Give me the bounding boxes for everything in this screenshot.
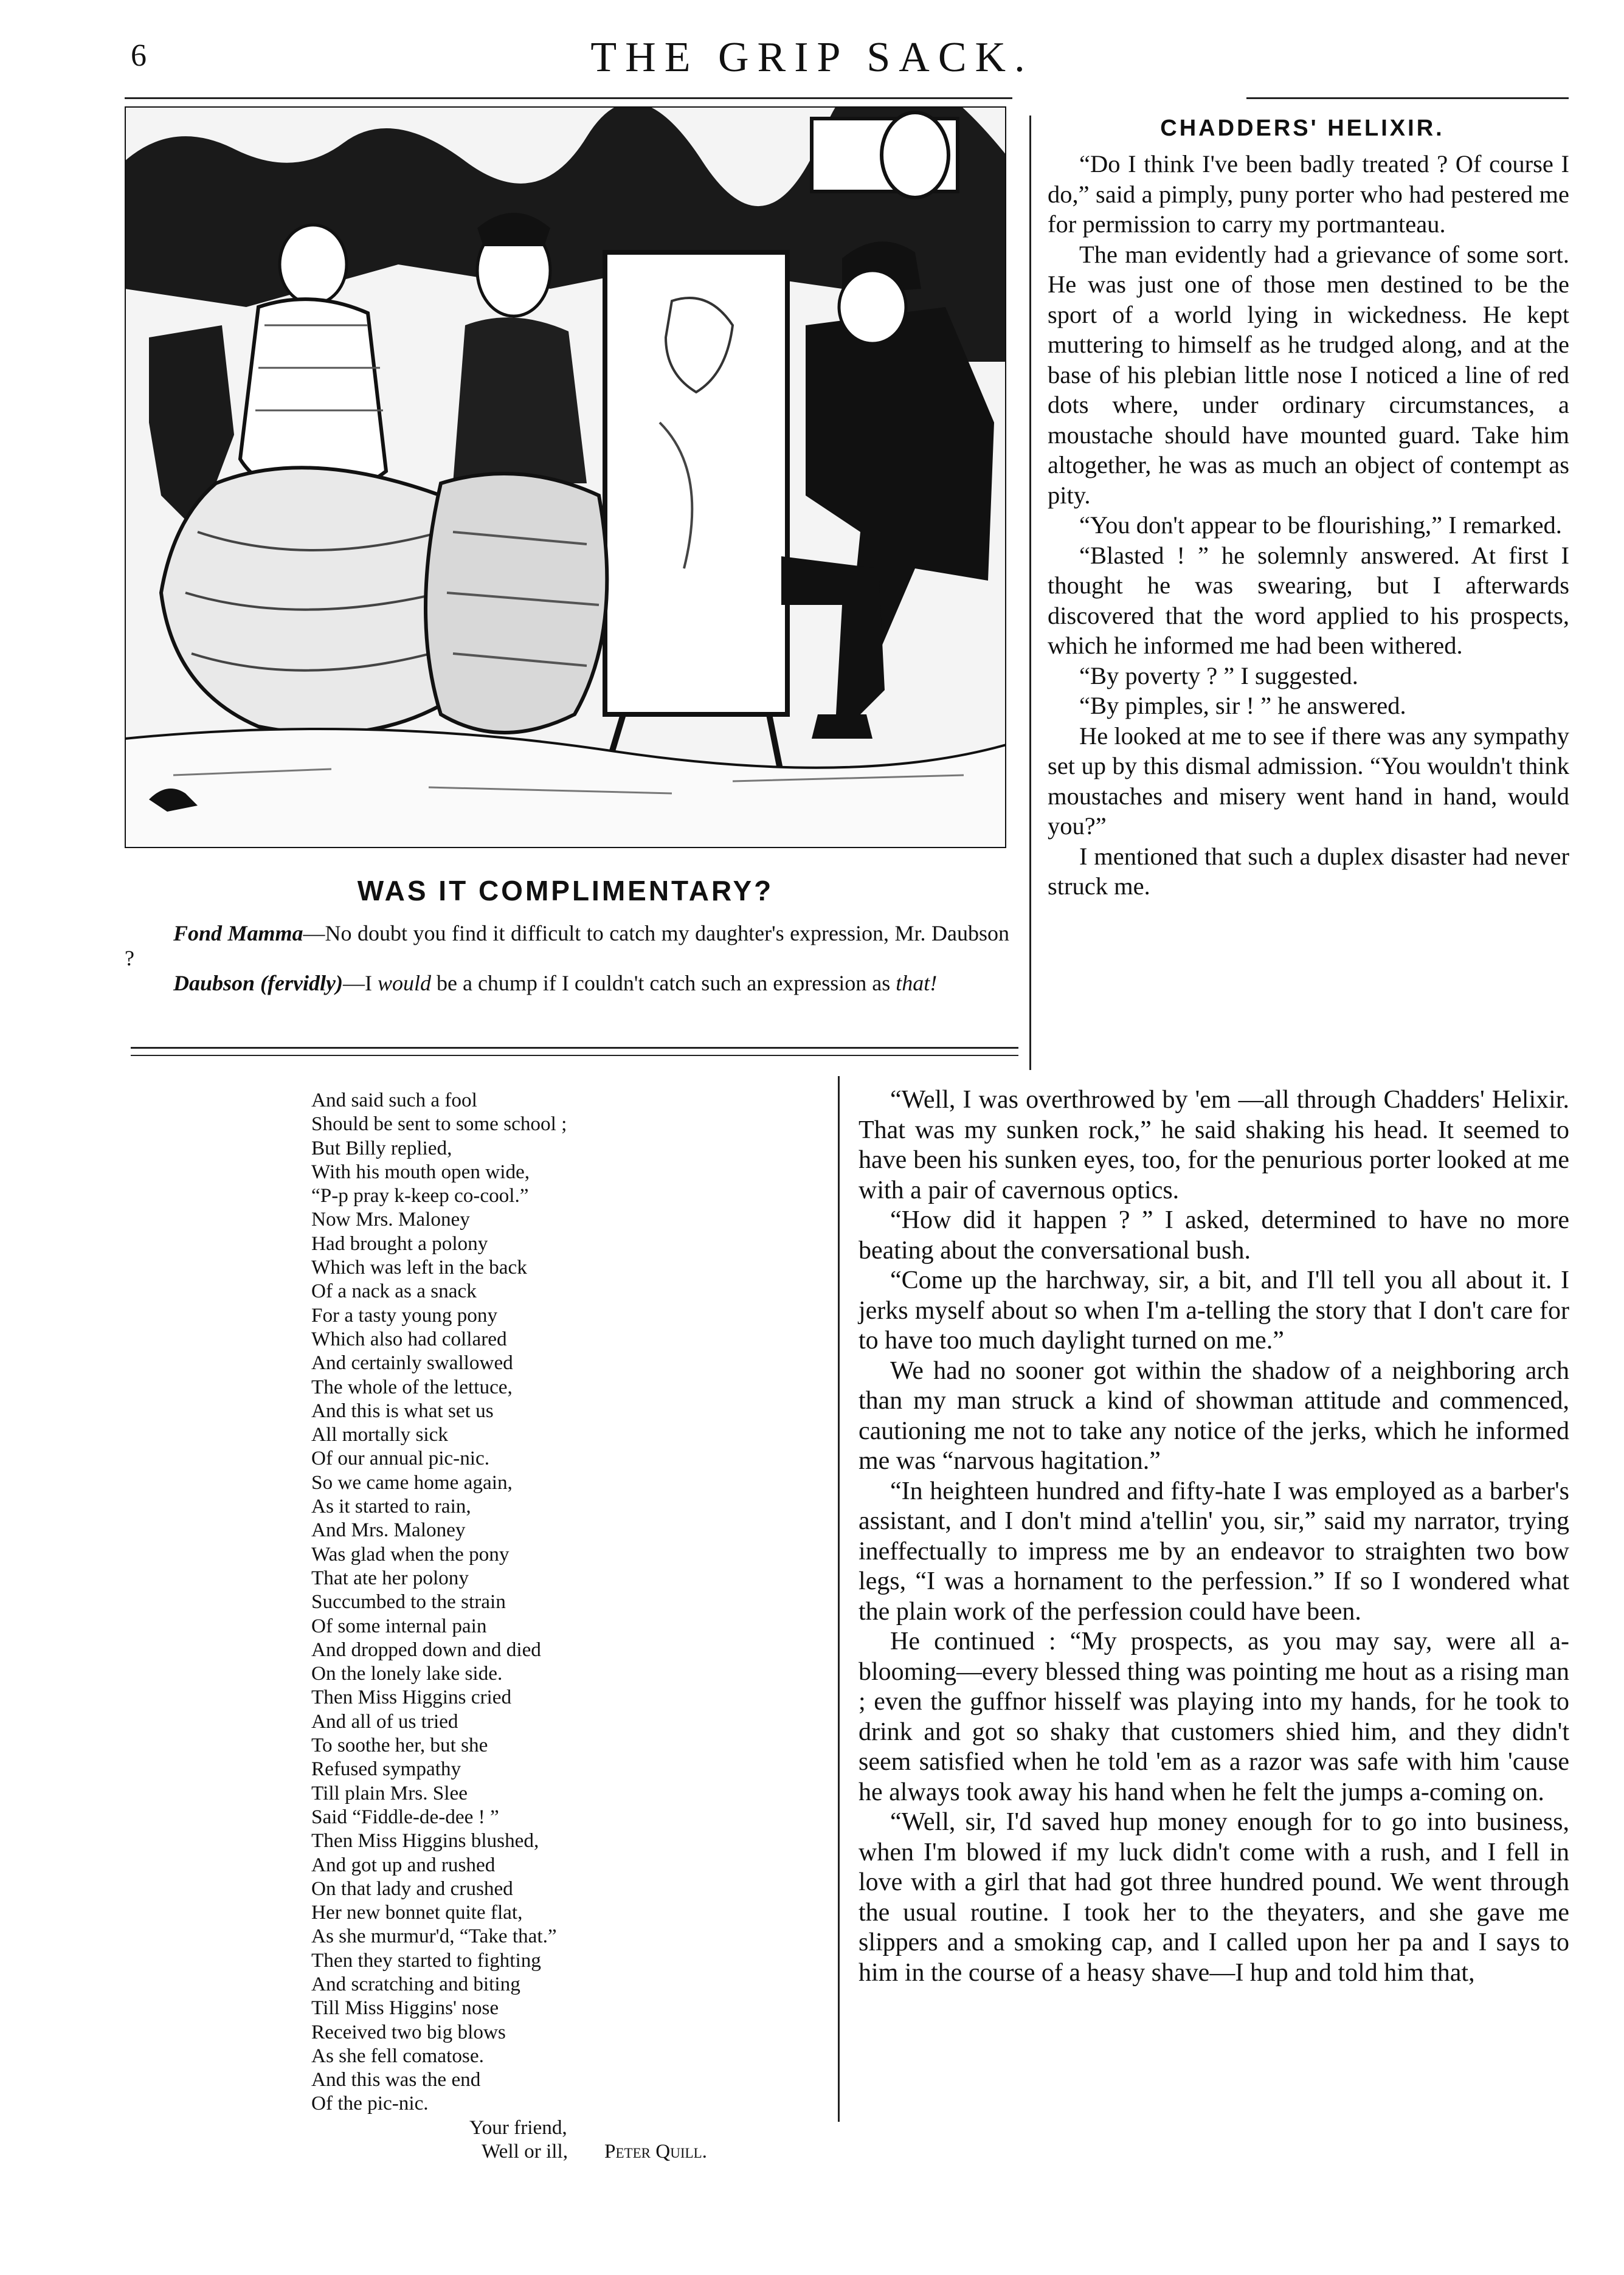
poem-line: Now Mrs. Maloney xyxy=(311,1208,470,1231)
cartoon-caption xyxy=(125,921,1009,996)
poem-line: Then they started to fighting xyxy=(311,1949,541,1972)
poem-line: Till plain Mrs. Slee xyxy=(311,1781,468,1804)
speaker-name: Daubson (fervidly) xyxy=(173,971,343,995)
poem-line: Which also had collared xyxy=(311,1327,507,1350)
poem xyxy=(311,1088,810,2163)
poem-line: And certainly swallowed xyxy=(311,1352,513,1375)
caption-line-2 xyxy=(125,971,1009,996)
poem-line: Of some internal pain xyxy=(311,1614,487,1637)
poem-line: As it started to rain, xyxy=(311,1495,471,1518)
publication-title: THE GRIP SACK. xyxy=(590,34,1034,81)
poem-line: And all of us tried xyxy=(311,1710,458,1733)
poem-line: And scratching and biting xyxy=(311,1972,520,1995)
header-rule-right xyxy=(1246,97,1569,99)
caption-emphasis-end: that! xyxy=(896,971,938,995)
header-rule xyxy=(125,97,1012,99)
poem-line: The whole of the lettuce, xyxy=(311,1375,513,1398)
cartoon-title: WAS IT COMPLIMENTARY? xyxy=(357,875,774,906)
poem-line: Received two big blows xyxy=(311,2020,506,2043)
poem-line: And Mrs. Maloney xyxy=(311,1519,466,1542)
poem-closing-2: Well or ill, xyxy=(482,2140,568,2163)
poem-line: For a tasty young pony xyxy=(311,1303,498,1327)
poem-line: And said such a fool xyxy=(311,1089,477,1111)
caption-line-1 xyxy=(125,921,1009,971)
poem-line: Said “Fiddle-de-dee ! ” xyxy=(311,1805,499,1828)
story-paragraph: “By pimples, sir ! ” he answered. xyxy=(1079,692,1406,719)
poem-line: And this is what set us xyxy=(311,1399,494,1422)
poem-line: “P-p pray k-keep co-cool.” xyxy=(311,1184,529,1207)
poem-line: Which was left in the back xyxy=(311,1256,527,1279)
poem-line: As she fell comatose. xyxy=(311,2044,484,2067)
poem-line: All mortally sick xyxy=(311,1423,448,1446)
story-paragraph: “Well, I was overthrowed by 'em —all through Chadders' Helixir. That was my sunken rock,” he said shaking his head. It seemed to have been his sunken eyes, too, for the penurious porter looked at me with a pair of cavernous optics. xyxy=(859,1086,1569,1204)
poem-lines xyxy=(311,1088,810,2116)
poem-line: And got up and rushed xyxy=(311,1853,496,1876)
story-title: CHADDERS' HELIXIR. xyxy=(1160,116,1445,141)
poem-line: So we came home again, xyxy=(311,1471,513,1494)
story-paragraph: “Do I think I've been badly treated ? Of course I do,” said a pimply, puny porter who had pestered me for permission to carry my portmanteau. xyxy=(1048,150,1569,238)
story-paragraph: He continued : “My prospects, as you may say, were all a-blooming—every blessed thing was pointing me hout as a rising man ; even the guffnor hisself was playing into my hands, for he took to drink and got so shaky that customers shied him, and they didn't seem satisfied when he told 'em as a razor was safe with him 'cause he always took away his hand when he felt the jumps a-coming on. xyxy=(859,1628,1569,1806)
poem-line: Of a nack as a snack xyxy=(311,1280,477,1303)
poem-line: As she murmur'd, “Take that.” xyxy=(311,1925,557,1948)
caption-rule xyxy=(131,1047,1018,1049)
story-paragraph: I mentioned that such a duplex disaster had never struck me. xyxy=(1048,842,1569,900)
poem-line: But Billy replied, xyxy=(311,1136,452,1159)
story-paragraph: “Come up the harchway, sir, a bit, and I'll tell you all about it. I jerks myself about so when I'm a-telling the story that I don't care for to have too much daylight turned on me.” xyxy=(859,1266,1569,1355)
cartoon-illustration xyxy=(125,106,1006,848)
caption-rule-2 xyxy=(131,1055,1018,1056)
poem-line: That ate her polony xyxy=(311,1566,469,1589)
poem-line: And dropped down and died xyxy=(311,1638,541,1661)
story-paragraph: He looked at me to see if there was any sympathy set up by this dismal admission. “You wouldn't think moustaches and misery went hand in hand, would you?” xyxy=(1048,722,1569,840)
caption-text: be a chump if I couldn't catch such an expression as xyxy=(430,971,896,995)
story-continuation-column xyxy=(859,1085,1569,1988)
story-column xyxy=(1048,149,1569,902)
poem-closing: Your friend, xyxy=(469,2116,567,2139)
speaker-name: Fond Mamma xyxy=(173,921,303,945)
column-rule-upper xyxy=(1029,116,1031,1070)
story-paragraph: “In heighteen hundred and fifty-hate I was employed as a barber's assistant, and I don't mind a'tellin' you, sir,” said my narrator, trying ineffectually to impress me by an endeavor to straighten two bow legs, “I was a hornament to the perfession.” If so I wondered what the plain work of the perfession could have been. xyxy=(859,1477,1569,1626)
story-paragraph: “By poverty ? ” I suggested. xyxy=(1079,661,1358,689)
poem-line: Of the pic-nic. xyxy=(311,2092,429,2115)
page-number: 6 xyxy=(131,38,147,73)
caption-emphasis: would xyxy=(377,971,431,995)
poem-line: With his mouth open wide, xyxy=(311,1160,530,1183)
poem-line: Refused sympathy xyxy=(311,1758,461,1781)
engraving-image xyxy=(125,106,1006,848)
poem-signature xyxy=(311,2139,810,2163)
poem-line: Should be sent to some school ; xyxy=(311,1113,567,1136)
poem-line: On the lonely lake side. xyxy=(311,1662,503,1685)
poem-author: Peter Quill. xyxy=(604,2140,707,2163)
poem-line: And this was the end xyxy=(311,2068,481,2091)
poem-line: Then Miss Higgins cried xyxy=(311,1686,512,1709)
story-paragraph: “Well, sir, I'd saved hup money enough for to go into business, when I'm blowed if my luck didn't come with a rush, and I fell in love with a girl that had got three hundred pound. We went through the usual routine. I took her to the theyaters, and she gave me slippers and a smoking cap, and I called upon her pa and I says to him in the course of a heasy shave—I hup and told him that, xyxy=(859,1808,1569,1987)
story-paragraph: We had no sooner got within the shadow of a neighboring arch than my man struck a kind of showman attitude and commenced, cautioning me not to take any notice of the jerks, which he informed me was “narvous hagitation.” xyxy=(859,1356,1569,1475)
column-rule-lower xyxy=(838,1076,840,2122)
poem-line: Till Miss Higgins' nose xyxy=(311,1997,499,2020)
story-paragraph: “How did it happen ? ” I asked, determined to have no more beating about the conversational bush. xyxy=(859,1206,1569,1265)
poem-line: To soothe her, but she xyxy=(311,1734,488,1757)
poem-line: Her new bonnet quite flat, xyxy=(311,1901,523,1924)
poem-line: Had brought a polony xyxy=(311,1232,488,1255)
caption-text: —I xyxy=(342,971,378,995)
story-paragraph: The man evidently had a grievance of some sort. He was just one of those men destined to be the sport of a world lying in wickedness. He kept muttering to himself as he trudged along, and at the base of his plebian little nose I noticed a line of red dots where, under ordinary circumstances, a moustache should have mounted guard. Take him altogether, he was as much an object of contempt as pity. xyxy=(1048,240,1569,509)
poem-line: Was glad when the pony xyxy=(311,1542,510,1566)
poem-line: On that lady and crushed xyxy=(311,1877,513,1900)
story-paragraph: “Blasted ! ” he solemnly answered. At first I thought he was swearing, but I afterwards discovered that the word applied to his prospects, which he informed me had been withered. xyxy=(1048,541,1569,659)
poem-line: Succumbed to the strain xyxy=(311,1590,506,1614)
poem-line: Then Miss Higgins blushed, xyxy=(311,1829,539,1852)
story-paragraph: “You don't appear to be flourishing,” I remarked. xyxy=(1079,511,1562,539)
poem-line: Of our annual pic-nic. xyxy=(311,1447,490,1470)
caption-text: —No doubt you find it difficult to catch my daughter's expression, Mr. Daubson ? xyxy=(125,921,1009,970)
